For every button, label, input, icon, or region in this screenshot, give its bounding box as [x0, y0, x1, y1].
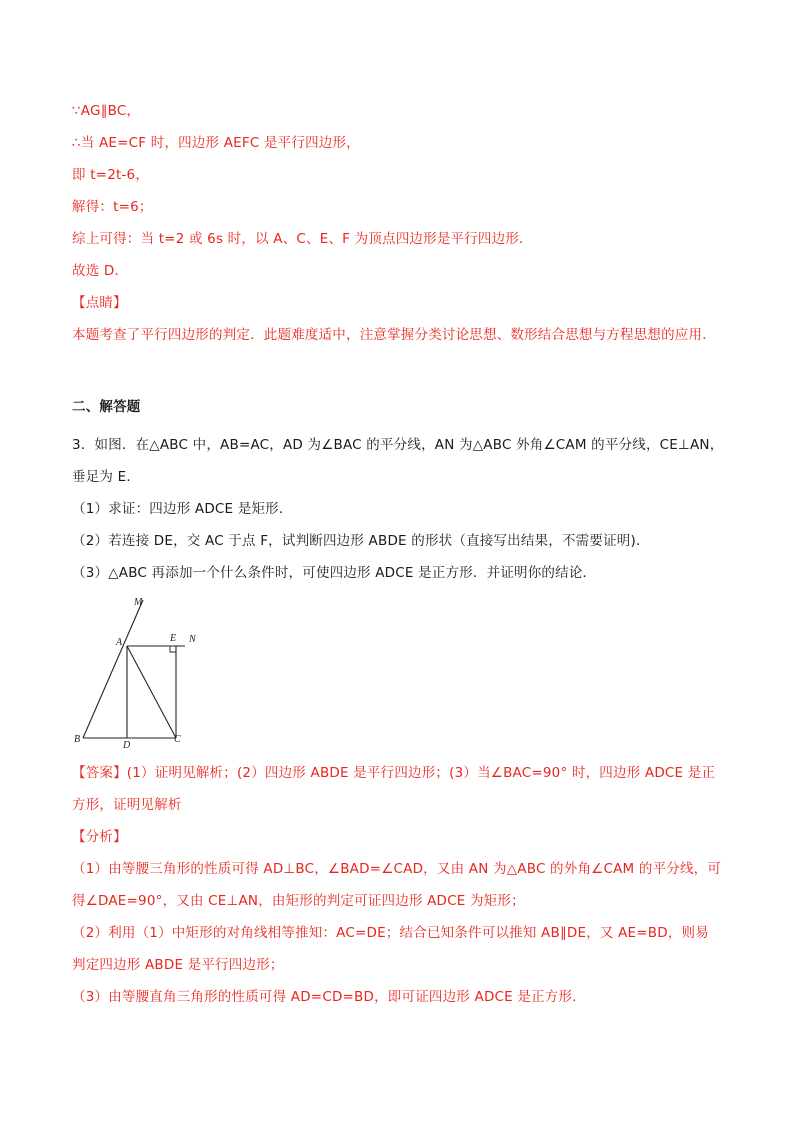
analysis-heading: 【分析】	[72, 829, 127, 845]
label-n: N	[189, 634, 196, 645]
answer-line-1: 【答案】(1）证明见解析；(2）四边形 ABDE 是平行四边形；(3）当∠BAC=90° 时，四边形 ADCE 是正	[72, 765, 716, 781]
dianjing-heading: 【点睛】	[72, 295, 127, 311]
question-stem-line-1: 3．如图．在△ABC 中，AB=AC，AD 为∠BAC 的平分线，AN 为△ABC 外角∠CAM 的平分线，CE⊥AN，	[72, 437, 724, 453]
label-a: A	[116, 637, 123, 648]
label-d: D	[123, 740, 131, 750]
label-c: C	[174, 734, 181, 745]
analysis-line-4: 判定四边形 ABDE 是平行四边形；	[72, 957, 284, 973]
solution-line-4: 解得：t=6；	[72, 199, 153, 215]
label-m: M	[134, 597, 143, 608]
analysis-line-2: 得∠DAE=90°，又由 CE⊥AN，由矩形的判定可证四边形 ADCE 为矩形；	[72, 893, 525, 909]
answer-line-2: 方形，证明见解析	[72, 797, 182, 813]
section-title: 二、解答题	[72, 399, 141, 415]
analysis-line-3: （2）利用（1）中矩形的对角线相等推知：AC=DE；结合已知条件可以推知 AB∥DE，又 AE=BD，则易	[72, 925, 709, 941]
solution-line-2: ∴当 AE=CF 时，四边形 AEFC 是平行四边形，	[72, 135, 360, 151]
segment-a-c	[127, 646, 176, 738]
label-e: E	[170, 633, 177, 644]
solution-line-3: 即 t=2t-6，	[72, 167, 150, 183]
dianjing-text: 本题考查了平行四边形的判定．此题难度适中，注意掌握分类讨论思想、数形结合思想与方程思想的应用．	[72, 327, 716, 343]
right-angle-mark	[170, 646, 176, 652]
line-b-m	[83, 600, 143, 738]
solution-line-5: 综上可得：当 t=2 或 6s 时，以 A、C、E、F 为顶点四边形是平行四边形．	[72, 231, 533, 247]
geometry-figure	[70, 592, 210, 750]
label-b: B	[74, 734, 81, 745]
solution-line-1: ∵AG∥BC，	[72, 103, 141, 119]
analysis-line-5: （3）由等腰直角三角形的性质可得 AD=CD=BD，即可证四边形 ADCE 是正方形．	[72, 989, 586, 1005]
question-part-3: （3）△ABC 再添加一个什么条件时，可使四边形 ADCE 是正方形．并证明你的结论．	[72, 565, 597, 581]
question-part-2: （2）若连接 DE，交 AC 于点 F，试判断四边形 ABDE 的形状（直接写出结果，不需要证明)．	[72, 533, 650, 549]
analysis-line-1: （1）由等腰三角形的性质可得 AD⊥BC，∠BAD=∠CAD，又由 AN 为△ABC 的外角∠CAM 的平分线，可	[72, 861, 722, 877]
question-part-1: （1）求证：四边形 ADCE 是矩形．	[72, 501, 293, 517]
solution-line-6: 故选 D．	[72, 263, 129, 279]
question-stem-line-2: 垂足为 E．	[72, 469, 141, 485]
